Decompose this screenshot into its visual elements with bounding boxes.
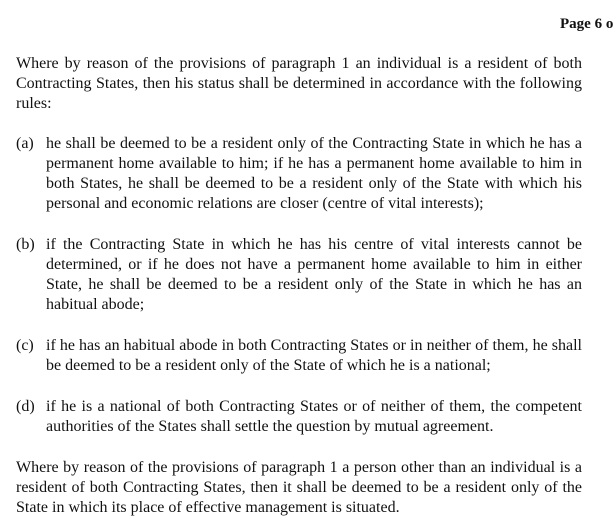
list-item-b	[16, 235, 582, 315]
list-item-text: he shall be deemed to be a resident only of the Contracting State in which he has a permanent home available to him; if he has a permanent home available to him in both States, he shall be deemed to be a resident only of the State with which his personal and economic relations are closer (centre of vital interests);	[46, 135, 582, 212]
page-number: Page 6 o	[560, 16, 613, 32]
list-item-label: (c)	[16, 337, 34, 354]
intro-paragraph: Where by reason of the provisions of paragraph 1 an individual is a resident of both Contracting States, then his status shall be determined in accordance with the following rules:	[16, 55, 582, 112]
list-item-label: (b)	[16, 236, 35, 253]
list-item-text: if he is a national of both Contracting States or of neither of them, the competent authorities of the States shall settle the question by mutual agreement.	[46, 398, 582, 435]
closing-paragraph: Where by reason of the provisions of paragraph 1 a person other than an individual is a resident of both Contracting States, then it shall be deemed to be a resident only of the State in which its place of effective management is situated.	[16, 459, 582, 516]
list-item-text: if the Contracting State in which he has his centre of vital interests cannot be determined, or if he does not have a permanent home available to him in either State, he shall be deemed to be a resident only of the State in which he has an habitual abode;	[46, 236, 582, 313]
list-item-d	[16, 397, 582, 437]
list-item-label: (a)	[16, 135, 34, 152]
list-item-text: if he has an habitual abode in both Contracting States or in neither of them, he shall be deemed to be a resident only of the State of which he is a national;	[46, 337, 582, 374]
list-item-a	[16, 134, 582, 214]
list-item-label: (d)	[16, 398, 35, 415]
rules-list	[16, 134, 582, 437]
document-body	[16, 54, 582, 518]
list-item-c	[16, 336, 582, 376]
